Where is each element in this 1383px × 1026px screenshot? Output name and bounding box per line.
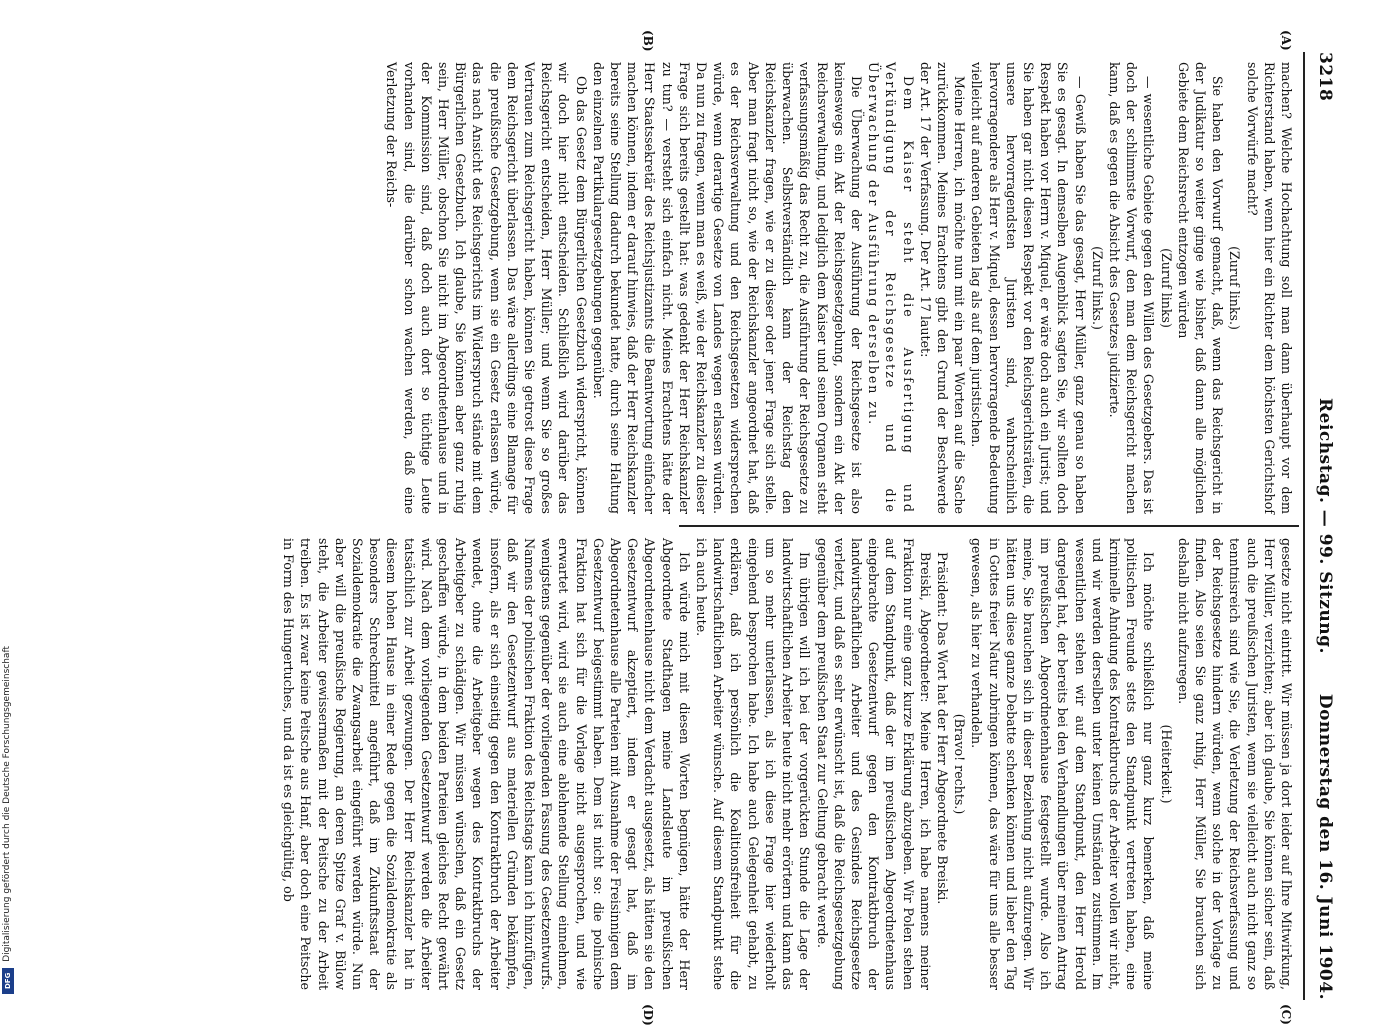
margin-mark-c: (C) bbox=[1279, 1004, 1293, 1025]
header-date: Donnerstag den 16. Juni 1904. bbox=[1315, 693, 1335, 1000]
page-number: 3218 bbox=[1315, 52, 1335, 102]
margin-mark-a: (A) bbox=[1279, 30, 1293, 51]
paragraph: (Zuruf links.) bbox=[1089, 246, 1105, 330]
paragraph: Im übrigen will ich bei der vorgerückten Stunde die Lage der landwirtschaftlichen Arbeiter heute nicht mehr erörtern und kann das um so mehr unterlassen, als ich diese Frage hier wiederholt eingehend besprochen habe. Ich habe auch Gelegenheit gehabt, zu erklären, daß ich persönlich die Koalitionsfreiheit für die landwirtschaftlichen Arbeiter wünsche. Auf diesem Standpunkt stehe ich auch heute. bbox=[694, 538, 813, 990]
paragraph: Ich würde mich mit diesen Worten begnügen, hätte der Herr Abgeordnete Stadthagen meine Landsleute im preußischen Abgeordnetenhause nicht dem Verdacht ausgesetzt, als hätten sie den Gesetzentwurf akzeptiert, indem er gesagt hat, daß im Abgeordnetenhause alle Parteien mit Ausnahme der Freisinnigen dem Gesetzentwurf beigestimmt haben. Dem ist nicht so: die polnische Fraktion hat sich für die Vorlage nicht ausgesprochen, und wie erwartet wird, wird sie auch eine ablehnende Stellung einnehmen, wenigstens gegenüber der vorliegenden Fassung des Gesetzentwurfs. Namens der polnischen Fraktion des Reichstags kann ich hinzufügen, daß wir den Gesetzentwurf aus materiellen Gründen bekämpfen, insofern, als er sich einseitig gegen den Kontraktbruch der Arbeiter wendet, ohne die Arbeitgeber wegen des Kontraktbruchs der Arbeitgeber zu schädigen. Wir müssen wünschen, daß ein Gesetz geschaffen würde, in dem beiden Parteien gleiches Recht gewährt wird. Nach dem vorliegenden Gesetzentwurf werden die Arbeiter tatsächlich zur Arbeit gezwungen. Der Herr Reichskanzler hat in diesem hohen Hause in einer Rede gegen die Sozialdemokratie als besonders Schreckmittel angeführt, daß im Zukunftsstaat der Sozialdemokratie die Zwangsarbeit eingeführt werden würde. Nun aber will die preußische Regierung, an deren Spitze Graf v. Bülow steht, die Arbeiter gewissermaßen mit der Peitsche zu der Arbeit treiben. Es ist zwar keine Peitsche aus Hanf, aber doch eine Peitsche in Form des Hungertuches, und da ist es gleichgültig, ob bbox=[281, 538, 692, 990]
paragraph: (Zuruf links.) bbox=[1227, 246, 1243, 330]
paragraph: Meine Herren, ich möchte nun mit ein paar Worten auf die Sache zurückkommen. Meines Erachtens gibt den Grund der Beschwerde der Art. 17 der Verfassung. Der Art. 17 lautet: bbox=[917, 62, 968, 514]
paragraph: Ob das Gesetz dem Bürgerlichen Gesetzbuch widerspricht, können wir doch hier nicht entscheiden. Schließlich wird darüber das Reichsgericht entscheiden, Herr Müller; und wenn Sie so großes Vertrauen zum Reichsgericht haben, können Sie getrost diese Frage dem Reichsgericht überlassen. Das wäre allerdings eine Blamage für die preußische Gesetzgebung, wenn sie ein Gesetz erlassen würde, das nach Ansicht des Reichsgerichts im Widerspruch stände mit dem Bürgerlichen Gesetzbuch. Ich glaube, Sie können aber ganz ruhig sein, Herr Müller, obschon Sie nicht im Abgeordnetenhause und in der Kommission sind, daß doch auch dort so tüchtige Leute vorhanden sind, die darüber schon wachen werden, daß eine Verletzung der Reichs- bbox=[384, 62, 589, 514]
paragraph: (Zuruf links) bbox=[1158, 248, 1174, 328]
paragraph: Die Überwachung der Ausführung der Reichsgesetze ist also keineswegs ein Akt der Reichsgesetzgebung, sondern ein Akt der Reichsverwaltung, und lediglich dem Kaiser und seinen Organen steht verfassungsmäßig das Recht zu, die Ausführung der Reichsgesetze zu überwachen. Selbstverständlich kann der Reichstag den Reichskanzler fragen, wie er zu dieser oder jener Frage sich stelle. Aber man fragt nicht so, wie der Reichskanzler angeordnet hat, daß es der Reichsverwaltung und den Reichsgesetzen widersprechen würde, wenn derartige Gesetze von Landes wegen erlassen würden. Da nun zu fragen, wenn man es weiß, wie der Reichskanzler zu dieser Frage sich bereits gestellt hat: was gedenkt der Herr Reichskanzler zu tun? — versteht sich einfach nicht. Meines Erachtens hätte der Herr Staatssekretär des Reichsjustizamts die Beantwortung einfacher machen können, indem er darauf hinwies, daß der Herr Reichskanzler bereits seine Stellung dadurch bekundet hatte, durch seine Haltung den einzelnen Partikulargesetzgebungen gegenüber. bbox=[590, 62, 864, 514]
margin-mark-d: (D) bbox=[641, 1004, 655, 1026]
paragraph: Präsident: Das Wort hat der Herr Abgeordnete Breiski. bbox=[934, 552, 950, 905]
margin-mark-b: (B) bbox=[641, 30, 655, 52]
paragraph: (Bravo! rechts.) bbox=[952, 713, 968, 815]
dfg-logo: DFG bbox=[2, 968, 14, 994]
header-rule bbox=[1303, 52, 1305, 1000]
page-header bbox=[1309, 52, 1335, 1000]
left-column bbox=[383, 62, 1295, 514]
paragraph: Breiski, Abgeordneter: Meine Herren, ich habe namens meiner Fraktion nur eine ganz kurze Erklärung abzugeben. Wir Polen stehen auf dem Standpunkt, daß der im preußischen Abgeordnetenhaus eingebrachte Gesetzentwurf gegen den Kontraktbruch der landwirtschaftlichen Arbeiter und des Gesindes Reichsgesetze verletzt, und daß es sehr erwünscht ist, daß die Reichsgesetzgebung gegenüber dem preußischen Staat zur Geltung gebracht werde. bbox=[814, 538, 933, 990]
paragraph: Ich möchte schließlich nur ganz kurz bemerken, daß meine politischen Freunde stets den Standpunkt vertreten haben, eine kriminelle Ahndung des Kontraktbruchs der Arbeiter wollen wir nicht, und wir werden derselben unter keinen Umständen zustimmen. Im wesentlichen stehen wir auf dem Standpunkt, den Herr Herold dargelegt hat, der bereits bei den Verhandlungen über meinen Antrag im preußischen Abgeordnetenhause festgestellt wurde. Also ich meine, Sie brauchen sich in dieser Beziehung nicht aufzuregen. Wir hätten uns diese ganze Debatte schenken können und lieber den Tag in Gottes freier Natur zubringen können, das wäre für uns alle besser gewesen, als hier zu verhandeln. bbox=[969, 538, 1157, 990]
document-page bbox=[65, 30, 1335, 1026]
header-title: Reichstag. — 99. Sitzung. bbox=[1315, 398, 1335, 654]
paragraph: (Heiterkeit.) bbox=[1158, 724, 1174, 804]
paragraph: Sie haben den Vorwurf gemacht, daß, wenn das Reichsgericht in der Judikatur so weiter ginge wie bisher, daß dann alle möglichen Gebiete dem Reichsrecht entzogen würden bbox=[1175, 62, 1226, 514]
paragraph: machen? Welche Hochachtung soll man dann überhaupt vor dem Richterstand haben, wenn hier ein Richter dem höchsten Gerichtshof solche Vorwürfe macht? bbox=[1244, 62, 1294, 514]
paragraph: — wesentliche Gebiete gegen den Willen des Gesetzgebers. Das ist doch der schlimmste Vorwurf, den man dem Reichsgericht machen kann, daß es gegen die Absicht des Gesetzes judizierte. bbox=[1106, 62, 1157, 514]
paragraph: — Gewiß haben Sie das gesagt, Herr Müller, ganz genau so haben Sie es gesagt. In demselben Augenblick sagten Sie, wir sollten doch Respekt haben vor Herrn v. Miquel, er wäre doch auch ein Jurist; und Sie haben gar nicht diesen Respekt vor den Reichsgerichtsräten, die unsere hervorragendsten Juristen sind, wahrscheinlich hervorragendere als Herr v. Miquel, dessen hervorragende Bedeutung vielleicht auf anderen Gebieten lag als auf dem juristischen. bbox=[969, 62, 1088, 514]
paragraph: Dem Kaiser steht die Ausfertigung und Verkündigung der Reichsgesetze und die Überwachung der Ausführung derselben zu. bbox=[866, 62, 916, 514]
digitization-note: Digitalisierung gefördert durch die Deutsche Forschungsgemeinschaft bbox=[2, 646, 12, 962]
paragraph: gesetze nicht eintritt. Wir müssen ja dort leider auf Ihre Mitwirkung, Herr Müller, verzichten; aber ich glaube, Sie können sicher sein, daß auch die preußischen Juristen, wenn sie vielleicht auch nicht ganz so tenntnisreich sind wie Sie, die Verletzung der Reichsverfassung und der Reichsgesetze hindern würden, wenn solche in der Vorlage zu finden. Also seien Sie ganz ruhig, Herr Müller, Sie brauchen sich deshalb nicht aufzuregen. bbox=[1175, 538, 1294, 990]
right-column bbox=[280, 538, 1295, 990]
column-divider bbox=[679, 525, 1299, 527]
